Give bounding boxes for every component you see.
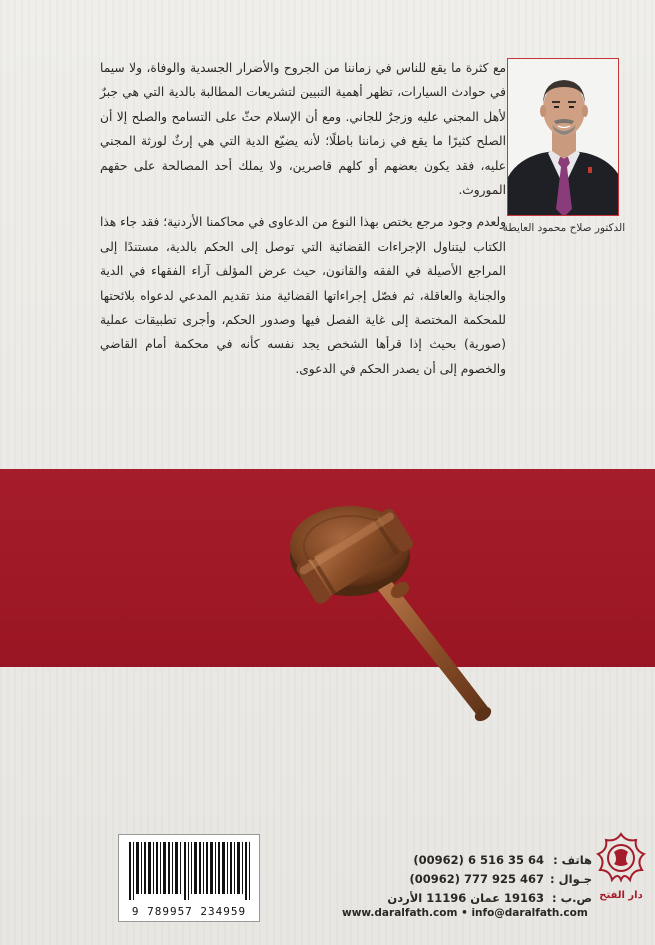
author-portrait-icon bbox=[508, 59, 619, 216]
phone-row bbox=[330, 851, 592, 870]
pobox-row bbox=[330, 889, 592, 908]
website-link[interactable]: www.daralfath.com bbox=[342, 907, 458, 919]
barcode-bars-icon bbox=[129, 842, 251, 900]
email-link[interactable]: info@daralfath.com bbox=[471, 907, 588, 919]
description-paragraph-2: ولعدم وجود مرجع يختص بهذا النوع من الدعاوى في محاكمنا الأردنية؛ فقد جاء هذا الكتاب ليتناول الإجراءات القضائية التي توصل إلى الحكم بالدية، مستندًا إلى المراجع الأصيلة في الفقه والقانون، حيث عرض المؤلف آراء الفقهاء في الدية والجناية والعاقلة، ثم فصّل إجراءاتها القضائية منذ تقديم المدعي لدعواه بلائحتها للمحكمة المختصة إلى غاية الفصل فيها وصدور الحكم، وأجرى تطبيقات عملية (صورية) بحيث إذا قرأها الشخص يجد نفسه كأنه في محكمة أمام القاضي والخصوم إلى أن يصدر الحكم في الدعوى. bbox=[100, 215, 506, 376]
mobile-row bbox=[330, 870, 592, 889]
mobile-label: جـوال : bbox=[550, 872, 592, 886]
web-line bbox=[342, 907, 588, 919]
phone-value: (00962) 6 516 35 64 bbox=[413, 853, 544, 867]
author-photo bbox=[507, 58, 619, 216]
publisher-logo-text: دار الفتح bbox=[599, 890, 643, 901]
pobox-label: ص.ب : bbox=[552, 891, 592, 905]
web-separator: • bbox=[461, 907, 468, 919]
phone-label: هاتف : bbox=[553, 853, 592, 867]
barcode bbox=[118, 834, 260, 922]
isbn-number: 9 789957 234959 bbox=[131, 905, 247, 918]
book-description bbox=[100, 56, 506, 381]
publisher-logo-icon bbox=[592, 830, 650, 908]
publisher-contact bbox=[330, 851, 592, 908]
author-name: الدكتور صلاح محمود العايطة bbox=[502, 222, 626, 234]
mobile-value: (00962) 777 925 467 bbox=[409, 872, 544, 886]
description-paragraph-1: مع كثرة ما يقع للناس في زماننا من الجروح والأضرار الجسدية والوفاة، ولا سيما في حوادث السيارات، تظهر أهمية التبيين لتشريعات المطالبة بالدية التي هي جبرٌ لأهل المجني عليه وزجرٌ للجاني. ومع أن الإسلام حثّ على التسامح والصلح إلا أن الصلح كثيرًا ما يقع في زماننا باطلًا؛ لأنه يضيّع الدية التي هي إرثٌ لورثة المجني عليه، فقد يكون بعضهم أو كلهم قاصرين، ولا يملك أحد المصالحة على حقهم الموروث. bbox=[100, 61, 506, 198]
pobox-value: 19163 عمان 11196 الأردن bbox=[387, 891, 544, 905]
gavel-icon bbox=[280, 478, 500, 723]
